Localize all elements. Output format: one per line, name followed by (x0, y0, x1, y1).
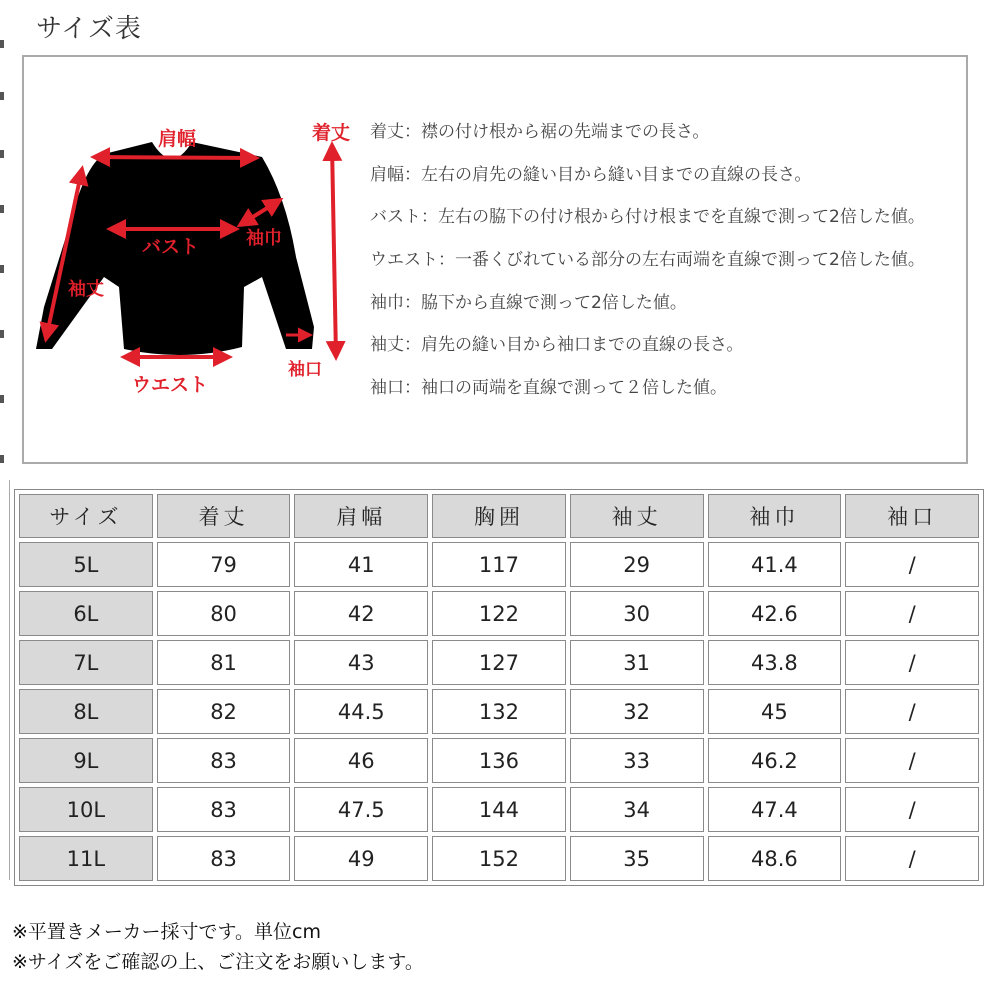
table-cell: / (845, 542, 979, 587)
size-table (14, 489, 984, 886)
measurement-descriptions (370, 117, 970, 416)
table-cell: 35 (570, 836, 704, 881)
table-cell: 127 (432, 640, 566, 685)
table-cell: 32 (570, 689, 704, 734)
table-cell: 5L (19, 542, 153, 587)
table-row (19, 836, 979, 881)
measurement-guide (22, 55, 968, 464)
table-cell: 6L (19, 591, 153, 636)
table-cell: 81 (157, 640, 291, 685)
label-length: 着丈 (312, 122, 351, 144)
table-cell: 11L (19, 836, 153, 881)
length-arrow (332, 145, 336, 357)
page-title: サイズ表 (36, 14, 142, 44)
header-cuff: 袖口 (845, 494, 979, 538)
table-cell: 83 (157, 738, 291, 783)
desc-sleeve-length: 袖丈：肩先の縫い目から袖口までの直線の長さ。 (370, 335, 744, 356)
desc-cuff: 袖口：袖口の両端を直線で測って２倍した値。 (370, 378, 727, 399)
desc-shoulder: 肩幅：左右の肩先の縫い目から縫い目までの直線の長さ。 (370, 164, 812, 185)
table-cell: 117 (432, 542, 566, 587)
desc-length: 着丈：襟の付け根から裾の先端までの長さ。 (370, 122, 710, 142)
header-shoulder: 肩幅 (294, 494, 428, 538)
header-length: 着丈 (157, 494, 291, 538)
table-cell: 79 (157, 542, 291, 587)
desc-bust: バスト：左右の脇下の付け根から付け根までを直線で測って2倍した値。 (370, 207, 925, 228)
table-cell: 46 (294, 738, 428, 783)
label-cuff: 袖口 (288, 360, 322, 380)
table-cell: 30 (570, 591, 704, 636)
table-cell: 144 (432, 787, 566, 832)
table-cell: 29 (570, 542, 704, 587)
desc-sleeve-width: 袖巾：脇下から直線で測って2倍した値。 (370, 292, 687, 313)
table-cell: 48.6 (708, 836, 842, 881)
label-sleeve-length: 袖丈 (68, 279, 104, 300)
table-cell: 8L (19, 689, 153, 734)
table-cell: 41 (294, 542, 428, 587)
table-cell: 9L (19, 738, 153, 783)
table-cell: 43.8 (708, 640, 842, 685)
table-cell: 31 (570, 640, 704, 685)
table-cell: 41.4 (708, 542, 842, 587)
table-cell: 46.2 (708, 738, 842, 783)
table-row (19, 591, 979, 636)
table-cell: 47.5 (294, 787, 428, 832)
left-edge-marks (0, 0, 6, 1000)
table-cell: 34 (570, 787, 704, 832)
table-cell: 10L (19, 787, 153, 832)
table-cell: 152 (432, 836, 566, 881)
table-cell: 83 (157, 787, 291, 832)
table-cell: / (845, 738, 979, 783)
table-row (19, 542, 979, 587)
note-measurement: ※平置きメーカー採寸です。単位cm (12, 921, 321, 943)
shoulder-arrow (94, 157, 256, 158)
label-waist: ウエスト (132, 374, 209, 396)
table-row (19, 640, 979, 685)
table-row (19, 738, 979, 783)
table-row (19, 689, 979, 734)
table-cell: 83 (157, 836, 291, 881)
label-sleeve-width: 袖巾 (246, 228, 282, 249)
table-cell: 47.4 (708, 787, 842, 832)
table-cell: 42 (294, 591, 428, 636)
label-shoulder: 肩幅 (158, 128, 197, 150)
table-cell: 82 (157, 689, 291, 734)
table-cell: 132 (432, 689, 566, 734)
table-cell: 136 (432, 738, 566, 783)
label-bust: バスト (142, 236, 200, 258)
header-sleeve-length: 袖丈 (570, 494, 704, 538)
table-cell: / (845, 640, 979, 685)
table-cell: 44.5 (294, 689, 428, 734)
table-cell: / (845, 787, 979, 832)
table-cell: / (845, 836, 979, 881)
table-cell: 80 (157, 591, 291, 636)
table-cell: / (845, 591, 979, 636)
table-cell: 42.6 (708, 591, 842, 636)
table-row (19, 787, 979, 832)
table-cell: 49 (294, 836, 428, 881)
table-cell: 122 (432, 591, 566, 636)
table-cell: 33 (570, 738, 704, 783)
table-cell: / (845, 689, 979, 734)
table-cell: 45 (708, 689, 842, 734)
desc-waist: ウエスト：一番くびれている部分の左右両端を直線で測って2倍した値。 (370, 250, 925, 271)
garment-diagram (24, 57, 364, 466)
note-confirm: ※サイズをご確認の上、ご注文をお願いします。 (12, 951, 424, 973)
table-cell: 43 (294, 640, 428, 685)
table-header-row (19, 494, 979, 538)
header-chest: 胸囲 (432, 494, 566, 538)
left-edge-line (9, 480, 10, 880)
table-cell: 7L (19, 640, 153, 685)
header-size: サイズ (19, 494, 153, 538)
header-sleeve-width: 袖巾 (708, 494, 842, 538)
